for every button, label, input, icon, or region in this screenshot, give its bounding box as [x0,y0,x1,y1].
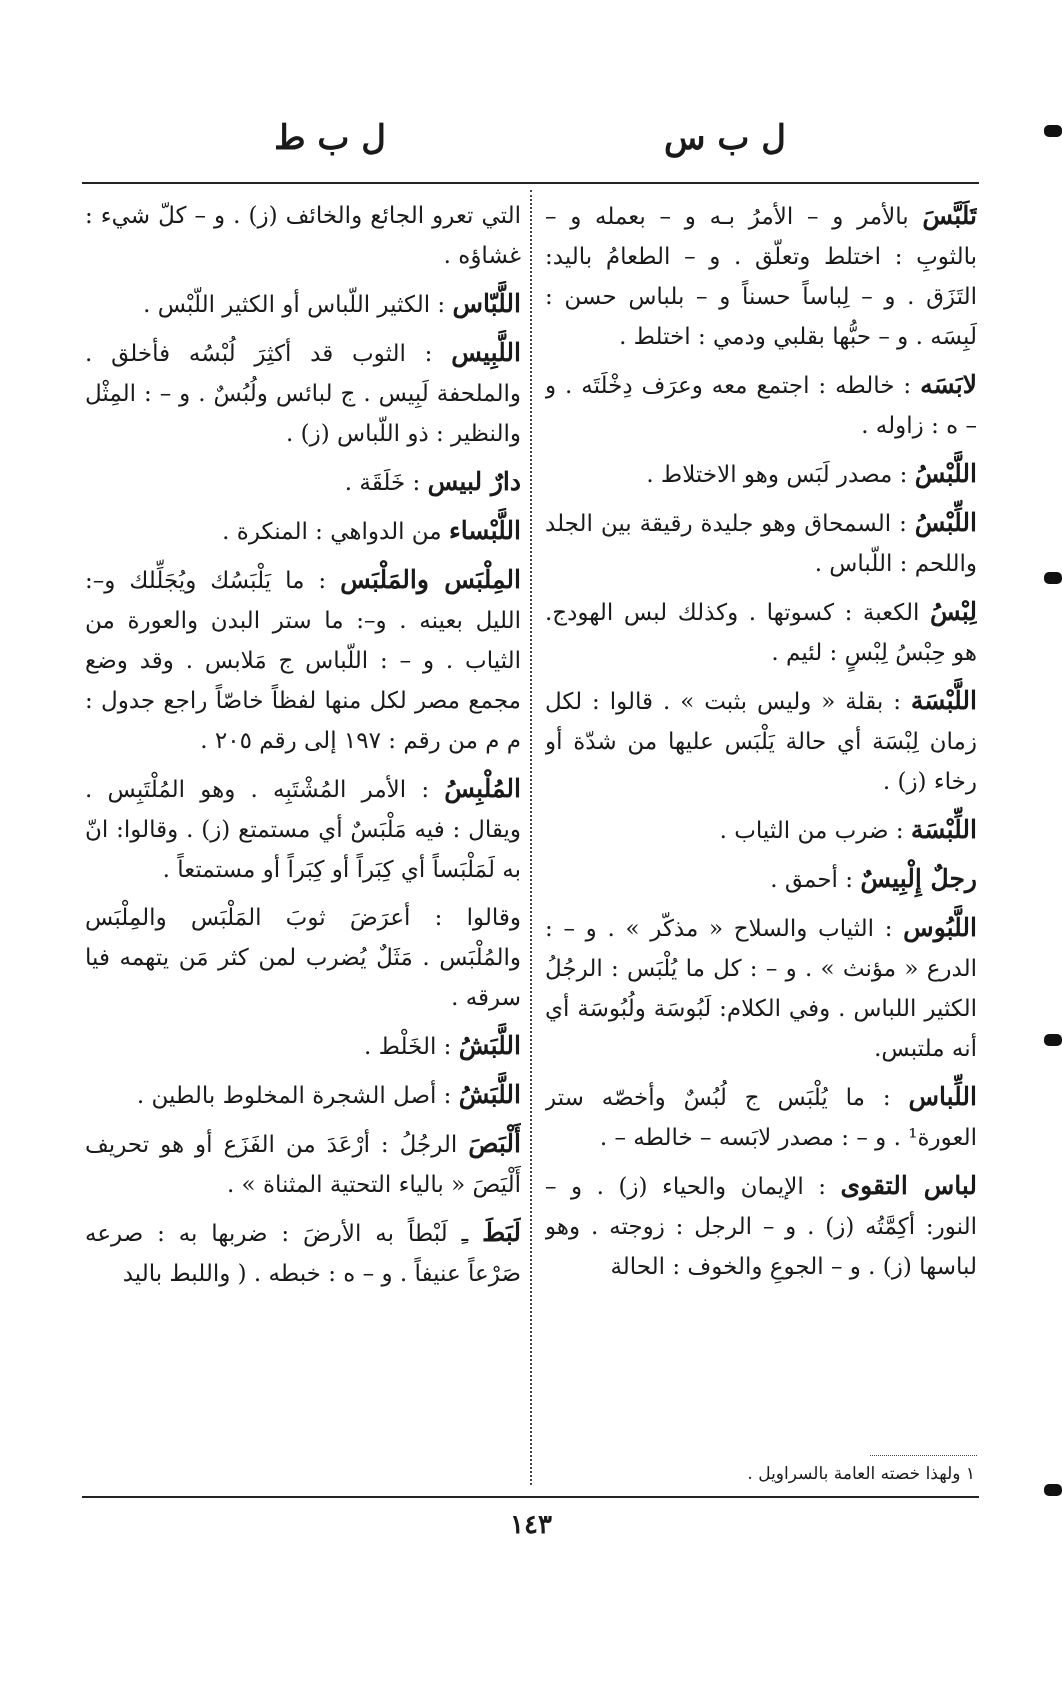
page-header-root-left: ل ب ط [274,118,386,158]
entry-definition: : ما يَلْبَسُك ويُجَلِّلك و–: الليل بعينه . و–: ما ستر البدن والعورة من الثياب . و – : اللّباس ج مَلابس . وقد وضع مجمع مصر لكل منها لفظاً خاصّاً راجع جدول : م م من رقم : ١٩٧ إلى رقم ٢٠٥ . [85,568,521,754]
entry-headword: المُلْبِسُ [444,774,521,803]
dictionary-entry [85,560,521,761]
entry-definition: : الإيمان والحياء (ز) . و – النور: أكِمَّتُه (ز) . و – الرجل : زوجته . وهو لباسها (ز) . و – الجوعِ والخوف : الحالة [545,1174,977,1280]
entry-definition: بالأمر و – الأمرُ بـه و – بعمله و – بالثوبِ : اختلط وتعلّق . و – الطعامُ باليد: التَزَق . و – لِباساً حسناً و – بلباس حسن : لَبِسَه . و – حبُّها بقلبي ودمي : اختلط . [545,204,977,350]
entry-headword: لباس التقوى [840,1171,977,1200]
entry-definition: : أحمق . [770,867,861,893]
dictionary-entry [85,898,521,1018]
column-divider [530,190,532,1485]
entry-definition: : خَلَقَة . [344,470,428,496]
dictionary-entry [545,365,977,446]
entry-headword: اللَّبِيس [451,338,521,367]
right-column [545,196,977,1454]
entry-definition: : الخَلْط . [364,1034,459,1060]
dictionary-entry [85,769,521,890]
bottom-rule [82,1496,979,1498]
entry-headword: لَبَطَ [482,1218,521,1247]
edge-mark [1044,125,1062,137]
dictionary-entry [85,1124,521,1205]
entry-headword: اللِّبْسَة [910,815,977,844]
dictionary-entry [545,810,977,851]
entry-headword: أَلْبَصَ [468,1129,521,1158]
dictionary-entry [545,908,977,1069]
dictionary-entry [85,462,521,503]
entry-headword: اللَّبّاس [452,289,521,318]
entry-definition: : ضرب من الثياب . [719,818,911,844]
entry-definition: : الثوب قد أكثِرَ لُبْسُه فأخلق . والملحفة لَبِيس . ج لبائس ولُبُسٌ . و – : المِثْل والنظير : ذو اللّباس (ز) . [85,341,521,447]
dictionary-entry [545,196,977,357]
entry-definition: ـِ لَبْطاً به الأرضَ : ضربها به : صرعه صَرْعاً عنيفاً . و – ه : خبطه . ( واللبط باليد [85,1221,521,1287]
entry-definition: : الثياب والسلاح « مذكّر » . و – : الدرع « مؤنث » . و – : كل ما يُلْبَس : الرجُلُ الكثير اللباس . وفي الكلام: لَبُوسَة ولُبُوسَة أي أنه ملتبس. [545,916,977,1062]
entry-definition: : السمحاق وهو جليدة رقيقة بين الجلد واللحم : اللّباس . [545,511,977,577]
entry-definition: : ما يُلْبَس ج لُبُسٌ وأخصّه ستر العورة¹ . و – : مصدر لابَسه – خالطه – . [545,1085,977,1151]
dictionary-entry [85,1026,521,1067]
entry-definition: الكعبة : كسوتها . وكذلك لبس الهودج. هو حِبْسُ لِبْسٍ : لئيم . [545,600,977,666]
page-number: ١٤٣ [510,1510,552,1540]
entry-headword: اللِّبْسُ [914,508,977,537]
entry-headword: لِبْسُ [929,597,977,626]
entry-definition: : خالطه : اجتمع معه وعرَف دِخْلَتَه . و – ه : زاوله . [545,373,977,439]
dictionary-entry [85,196,521,276]
dictionary-entry [85,1075,521,1116]
edge-mark [1044,572,1062,584]
edge-mark [1044,1484,1062,1496]
entry-headword: اللَّبْسُ [914,459,977,488]
entry-definition: الرجُلُ : أرْعَدَ من الفَزَع أو هو تحريف أَلْيَصَ « بالياء التحتية المثناة » . [85,1132,521,1198]
dictionary-entry [85,284,521,325]
entry-definition: : مصدر لَبَس وهو الاختلاط . [646,462,915,488]
dictionary-entry [545,681,977,802]
dictionary-entry [85,511,521,552]
entry-headword: لابَسَه [920,370,977,399]
entry-headword: المِلْبَس والمَلْبَس [340,565,521,594]
dictionary-entry [85,333,521,454]
entry-definition: من الدواهي : المنكرة . [222,519,449,545]
entry-definition: : بقلة « وليس بثبت » . قالوا : لكل زمان لِبْسَة أي حالة يَلْبَس عليها من شدّة أو رخاء (ز) . [545,689,977,795]
dictionary-entry [85,1213,521,1294]
entry-headword: اللَّبْسَة [910,686,977,715]
entry-headword: اللِّباس [908,1082,977,1111]
entry-definition: : أصل الشجرة المخلوط بالطين . [136,1083,459,1109]
dictionary-entry [545,503,977,584]
entry-headword: اللَّبَشُ [458,1080,521,1109]
entry-headword: تَلَبَّسَ [922,201,977,230]
entry-definition: التي تعرو الجائع والخائف (ز) . و – كلّ شيء : غشاؤه . [85,203,521,269]
entry-headword: اللَّبَشُ [458,1031,521,1060]
top-rule [82,182,979,184]
dictionary-entry [545,859,977,900]
left-column [85,196,521,1491]
entry-headword: اللَّبُوس [903,913,977,942]
dictionary-entry [545,1166,977,1287]
entry-definition: وقالوا : أعرَضَ ثوبَ المَلْبَس والمِلْبَس والمُلْبَس . مَثَلٌ يُضرب لمن كثر مَن يتهمه فيا سرقه . [85,905,521,1011]
entry-definition: : الكثير اللّباس أو الكثير اللّبْس . [143,292,453,318]
entry-definition: : الأمر المُشْتَبِه . وهو المُلْتَبِس . ويقال : فيه مَلْبَسٌ أي مستمتع (ز) . وقالوا: انّ به لَمَلْبَساً أي كِبَراً أو كِبَراً أو مستمتعاً . [85,777,521,883]
page-header-root-right: ل ب س [664,118,786,158]
edge-mark [1044,1034,1062,1046]
dictionary-entry [545,454,977,495]
dictionary-entry [545,1077,977,1158]
entry-headword: اللَّبْساء [448,516,521,545]
footnote-rule [870,1455,977,1456]
dictionary-entry [545,592,977,673]
entry-headword: رجلٌ إِلْبِيسٌ [860,864,977,893]
footnote: ١ ولهذا خصته العامة بالسراويل . [747,1464,975,1484]
entry-headword: دارٌ لبيس [427,467,521,496]
